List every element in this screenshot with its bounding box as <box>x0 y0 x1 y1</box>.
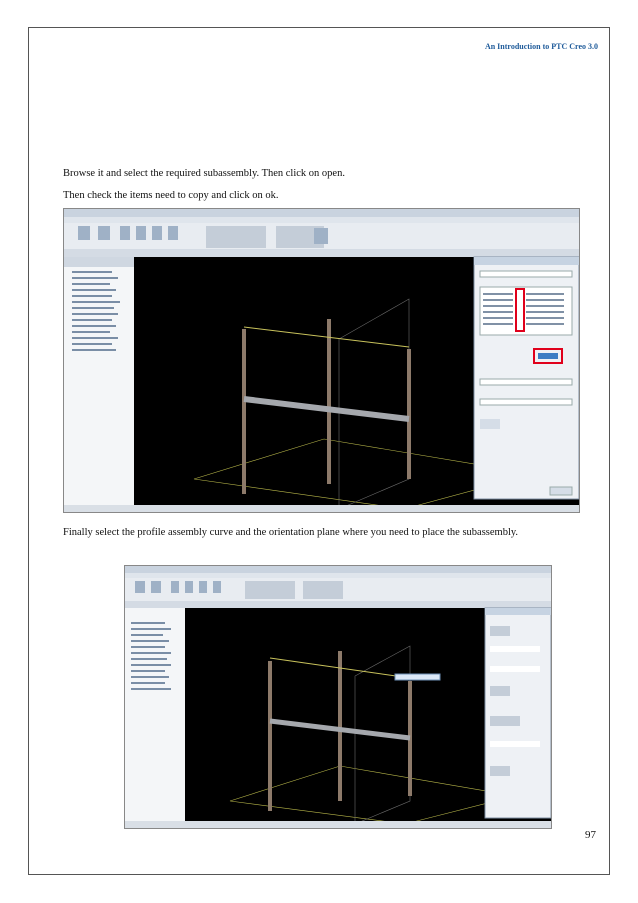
page-number: 97 <box>585 829 596 841</box>
running-header: An Introduction to PTC Creo 3.0 <box>484 42 598 51</box>
screenshot-copy-components <box>63 208 580 513</box>
creo-window-figure-2 <box>125 566 551 828</box>
creo-window-figure <box>64 209 579 512</box>
instruction-paragraph-3: Finally select the profile assembly curve and the orientation plane where you need to place the subassembly. <box>63 527 519 538</box>
instruction-paragraph-1: Browse it and select the required subassembly. Then click on open. <box>63 168 345 179</box>
screenshot-place-component <box>124 565 552 829</box>
instruction-paragraph-2: Then check the items need to copy and click on ok. <box>63 190 279 201</box>
